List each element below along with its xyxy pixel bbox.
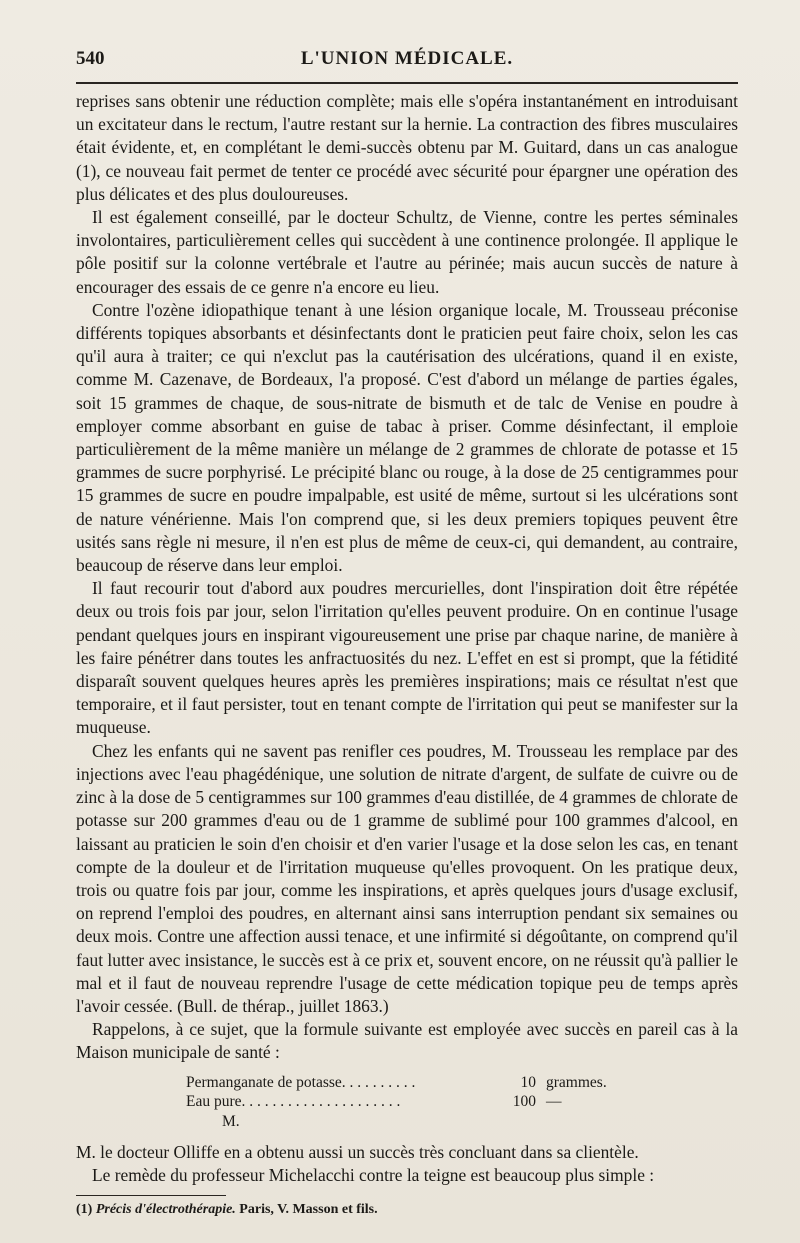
prescription-formula: [186, 1073, 738, 1131]
page-number: 540: [76, 48, 105, 69]
footnote-rule: [76, 1195, 226, 1196]
ingredient-name: Eau pure. . . . . . . . . . . . . . . . . . . . .: [186, 1092, 401, 1110]
paragraph: Rappelons, à ce sujet, que la formule suivante est employée avec succès en pareil cas à la Maison municipale de santé :: [76, 1019, 738, 1063]
ingredient-unit: —: [546, 1092, 562, 1110]
paragraph: Contre l'ozène idiopathique tenant à une lésion organique locale, M. Trousseau préconise différents topiques absorbants et désinfectants dont le praticien peut faire choix, selon les cas qu'il aura à traiter; ce qui n'exclut pas la cautérisation des ulcérations, quand il en existe, comme M. Cazenave, de Bordeaux, l'a proposé. C'est d'abord un mélange de parties égales, soit 15 grammes de chaque, de sous-nitrate de bismuth et de talc de Venise en poudre à employer comme absorbant en guise de tabac à priser. Comme désinfectant, il emploie particulièrement de la même manière un mélange de 2 grammes de chlorate de potasse et 15 grammes de sucre porphyrisé. Le précipité blanc ou rouge, à la dose de 25 centigrammes pour 15 grammes de sucre en poudre impalpable, est usité de même, surtout si les ulcérations sont de nature vénérienne. Mais l'on comprend que, si les deux premiers topiques peuvent être usités sans règle ni mesure, il n'en est plus de même de ceux-ci, qui demandent, au contraire, beaucoup de réserve dans leur emploi.: [76, 299, 738, 576]
paragraph: Il faut recourir tout d'abord aux poudres mercurielles, dont l'inspiration doit être répétée deux ou trois fois par jour, selon l'irritation qu'elles peuvent produire. On en continue l'usage pendant quelques jours en inspirant vigoureusement une prise par chaque narine, de manière à les faire pénétrer dans toutes les anfractuosités du nez. L'effet en est si prompt, que la fétidité disparaît souvent quelques heures après les premières inspirations; mais ce résultat n'est que temporaire, et il faut persister, tout en tenant compte de l'irritation qui peut se manifester sur la muqueuse.: [76, 578, 738, 738]
paragraph: Le remède du professeur Michelacchi contre la teigne est beaucoup plus simple :: [92, 1164, 655, 1185]
footnote-marker: (1): [76, 1201, 93, 1217]
ingredient-unit: grammes.: [546, 1073, 607, 1091]
paragraph: reprises sans obtenir une réduction complète; mais elle s'opéra instantanément en introduisant un excitateur dans le rectum, l'autre restant sur la hernie. La contraction des fibres musculaires était évidente, et, en complétant le demi-succès obtenu par M. Guitard, dans un cas analogue (1), ce nouveau fait permet de tenter ce procédé avec sécurité pour épargner une opération des plus délicates et des plus douloureuses.: [76, 91, 738, 204]
ingredient-quantity: 100: [512, 1092, 536, 1110]
formula-misce-sign: M.: [222, 1112, 240, 1130]
footnote-publisher: Paris, V. Masson et fils.: [239, 1201, 378, 1217]
formula-row: [186, 1073, 738, 1092]
ingredient-name: Permanganate de potasse. . . . . . . . . .: [186, 1073, 416, 1091]
article-body: [76, 90, 738, 1187]
footnote-title: Précis d'électrothérapie.: [95, 1201, 236, 1217]
paragraph: M. le docteur Olliffe en a obtenu aussi un succès très concluant dans sa clientèle.: [76, 1141, 639, 1162]
formula-row: [186, 1092, 738, 1111]
footnote: [76, 1202, 738, 1218]
paragraph: Chez les enfants qui ne savent pas renifler ces poudres, M. Trousseau les remplace par des injections avec l'eau phagédénique, une solution de nitrate d'argent, de sulfate de cuivre ou de zinc à la dose de 5 centigrammes sur 100 grammes d'eau distillée, de 4 grammes de chlorate de potasse sur 200 grammes d'eau ou de 1 gramme de sublimé pour 100 grammes d'alcool, en laissant au praticien le soin d'en choisir et d'en varier l'usage et la dose selon les cas, en tenant compte de la douleur et de l'irritation muqueuse qu'elles provoquent. On les pratique deux, trois ou quatre fois par jour, comme les inspirations, et après quelques jours d'usage exclusif, on reprend l'emploi des poudres, en alternant ainsi sans interruption pendant six semaines ou deux mois. Contre une affection aussi tenace, et une infirmité si dégoûtante, on comprend qu'il faut lutter avec insistance, le succès est à ce prix et, souvent encore, on ne réussit qu'à pallier le mal et il faut de nouveau reprendre l'usage de cette médication topique peu de temps après l'avoir cessée. (Bull. de thérap., juillet 1863.): [76, 740, 738, 1016]
after-formula: [76, 1141, 738, 1187]
header-rule: [76, 82, 738, 84]
page-header: [76, 48, 738, 76]
running-head: L'UNION MÉDICALE.: [300, 48, 514, 69]
ingredient-quantity: 10: [520, 1073, 536, 1091]
paragraph: Il est également conseillé, par le docteur Schultz, de Vienne, contre les pertes séminales involontaires, particulièrement celles qui succèdent à une continence prolongée. Il applique le pôle positif sur la colonne vertébrale et l'autre au périnée; mais aucun succès de nature à encourager des essais de ce genre n'a encore eu lieu.: [76, 207, 738, 297]
